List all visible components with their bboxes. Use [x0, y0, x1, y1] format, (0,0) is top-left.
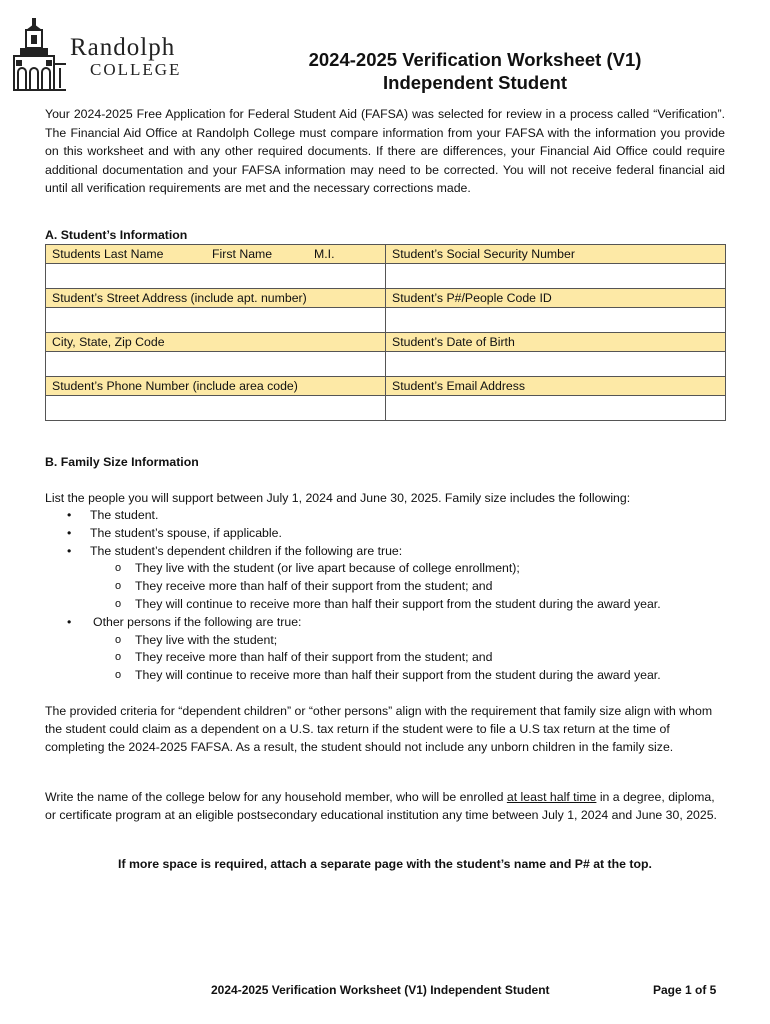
list-item: • The student’s dependent children if the following are true: [45, 543, 735, 561]
family-size-lead: List the people you will support between July 1, 2024 and June 30, 2025. Family size includes the following: [45, 491, 631, 505]
city-field[interactable] [46, 352, 386, 377]
college-paragraph: Write the name of the college below for any household member, who will be enrolled at least half time in a degree, diploma, or certificate program at an eligible postsecondary educational institution any time between July 1, 2024 and June 30, 2025. [45, 790, 717, 822]
dob-label: Student’s Date of Birth [386, 333, 726, 352]
street-field[interactable] [46, 308, 386, 333]
sub-list-item: o They will continue to receive more than half their support from the student during the award year. [45, 667, 735, 685]
city-label: City, State, Zip Code [46, 333, 386, 352]
list-item: • Other persons if the following are true: [45, 614, 735, 632]
sub-list-item: o They live with the student (or live apart because of college enrollment); [45, 560, 735, 578]
email-label: Student’s Email Address [386, 377, 726, 396]
phone-label: Student’s Phone Number (include area code) [46, 377, 386, 396]
ssn-label: Student’s Social Security Number [386, 245, 726, 264]
last-name-label: Students Last Name [52, 247, 164, 261]
college-logo [10, 14, 220, 94]
list-item: • The student’s spouse, if applicable. [45, 525, 735, 543]
section-b-heading: B. Family Size Information [45, 455, 199, 469]
logo-subname: COLLEGE [90, 60, 182, 79]
pnum-label: Student’s P#/People Code ID [386, 289, 726, 308]
street-label: Student’s Street Address (include apt. number) [46, 289, 386, 308]
first-name-label: First Name [212, 247, 273, 261]
section-a-heading: A. Student’s Information [45, 228, 188, 242]
building-icon [10, 14, 70, 94]
pnum-field[interactable] [386, 308, 726, 333]
family-size-list [45, 507, 735, 685]
extra-space-note: If more space is required, attach a separate page with the student’s name and P# at the top. [118, 857, 652, 871]
sub-list-item: o They receive more than half of their support from the student; and [45, 578, 735, 596]
dob-field[interactable] [386, 352, 726, 377]
list-item: • The student. [45, 507, 735, 525]
sub-list-item: o They live with the student; [45, 632, 735, 650]
sub-list-item: o They receive more than half of their support from the student; and [45, 649, 735, 667]
page-title: 2024-2025 Verification Worksheet (V1) Independent Student [308, 49, 642, 93]
phone-field[interactable] [46, 396, 386, 421]
page-number: Page 1 of 5 [653, 983, 717, 997]
mi-label: M.I. [314, 247, 335, 261]
logo-name: Randolph [70, 34, 176, 61]
email-field[interactable] [386, 396, 726, 421]
sub-list-item: o They will continue to receive more than half their support from the student during the award year. [45, 596, 735, 614]
name-field[interactable] [46, 264, 386, 289]
student-info-table [45, 244, 726, 421]
criteria-paragraph: The provided criteria for “dependent children” or “other persons” align with the requirement that family size align with whom the student could claim as a dependent on a U.S. tax return if the student were to file a U.S tax return at the time of completing the 2024-2025 FAFSA. As a result, the student should not include any unborn children in the family size. [45, 704, 713, 754]
ssn-field[interactable] [386, 264, 726, 289]
intro-paragraph: Your 2024-2025 Free Application for Federal Student Aid (FAFSA) was selected for review in a process called “Verification”. The Financial Aid Office at Randolph College must compare information from your FAFSA with the information you provide on this worksheet and with any other required documents. If there are differences, your Financial Aid Office could require additional documentation and your FAFSA information may need to be corrected. You will not receive federal financial aid until all verification requirements are met and the necessary corrections made. [45, 107, 725, 196]
footer-title: 2024-2025 Verification Worksheet (V1) Independent Student [211, 983, 550, 997]
